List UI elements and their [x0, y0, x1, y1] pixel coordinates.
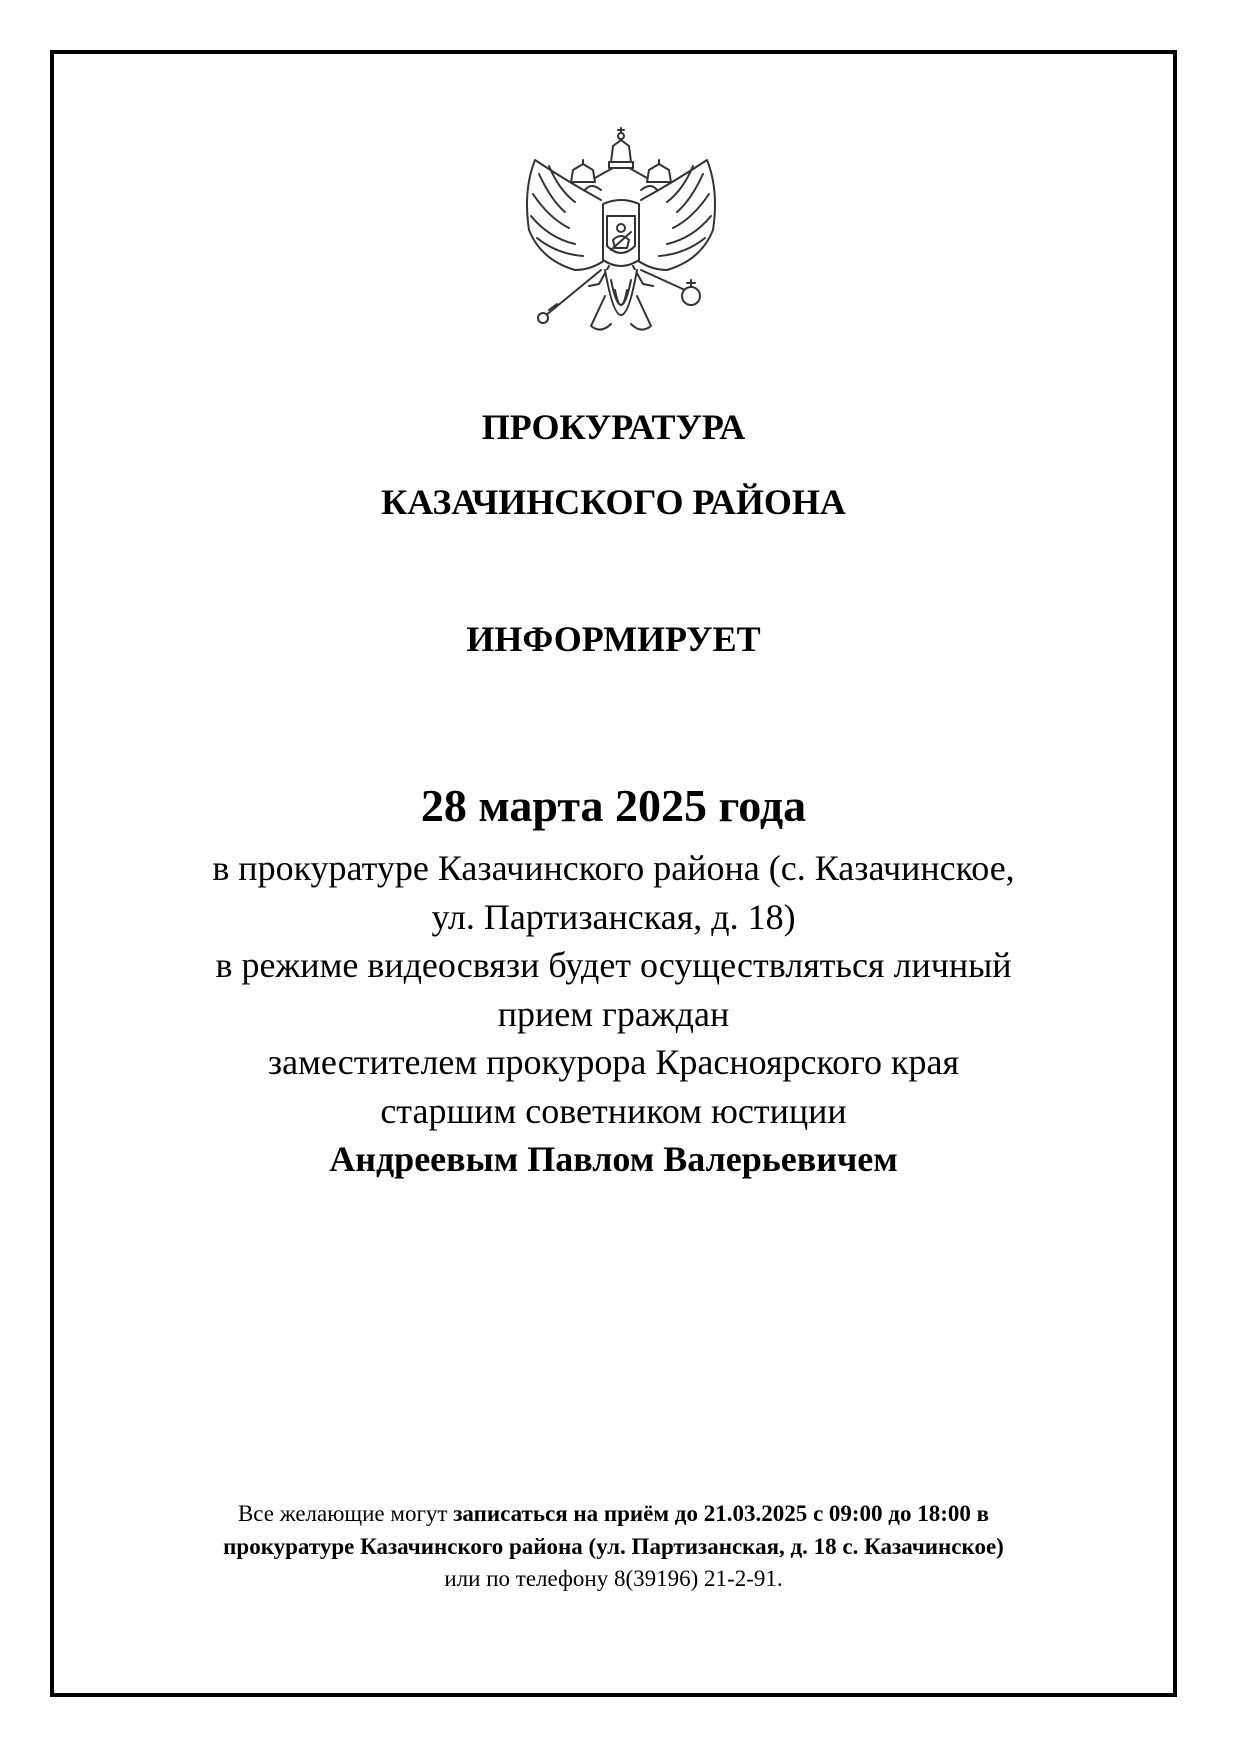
event-date: 28 марта 2025 года	[420, 780, 807, 831]
announcement-line: в режиме видеосвязи будет осуществляться личный	[215, 945, 1012, 985]
informs-heading: ИНФОРМИРУЕТ	[466, 619, 761, 659]
announcement-line: ул. Партизанская, д. 18)	[431, 896, 796, 937]
official-name: Андреевым Павлом Валерьевичем	[329, 1139, 898, 1179]
footer-line-2: прокуратуре Казачинского района (ул. Партизанская, д. 18 с. Казачинское)	[223, 1533, 1004, 1559]
announcement-line: старшим советником юстиции	[380, 1090, 847, 1131]
announcement-line: прием граждан	[497, 993, 730, 1034]
footer-line-1-bold: записаться на приём до 21.03.2025 с 09:00 до 18:00 в	[453, 1501, 990, 1526]
footer-line-3: или по телефону 8(39196) 21-2-91.	[444, 1566, 783, 1591]
footer-note	[54, 1498, 1173, 1596]
russian-coat-of-arms-icon	[505, 120, 737, 365]
footer-line-1-normal: Все желающие могут	[237, 1501, 454, 1526]
announcement-line: заместителем прокурора Красноярского края	[267, 1042, 960, 1082]
header-line-2: КАЗАЧИНСКОГО РАЙОНА	[381, 482, 846, 522]
header-line-1: ПРОКУРАТУРА	[481, 407, 746, 447]
footer-line-1	[54, 1498, 1173, 1531]
announcement-line: в прокуратуре Казачинского района (с. Казачинское,	[212, 848, 1015, 888]
announcement-body	[54, 844, 1173, 1184]
